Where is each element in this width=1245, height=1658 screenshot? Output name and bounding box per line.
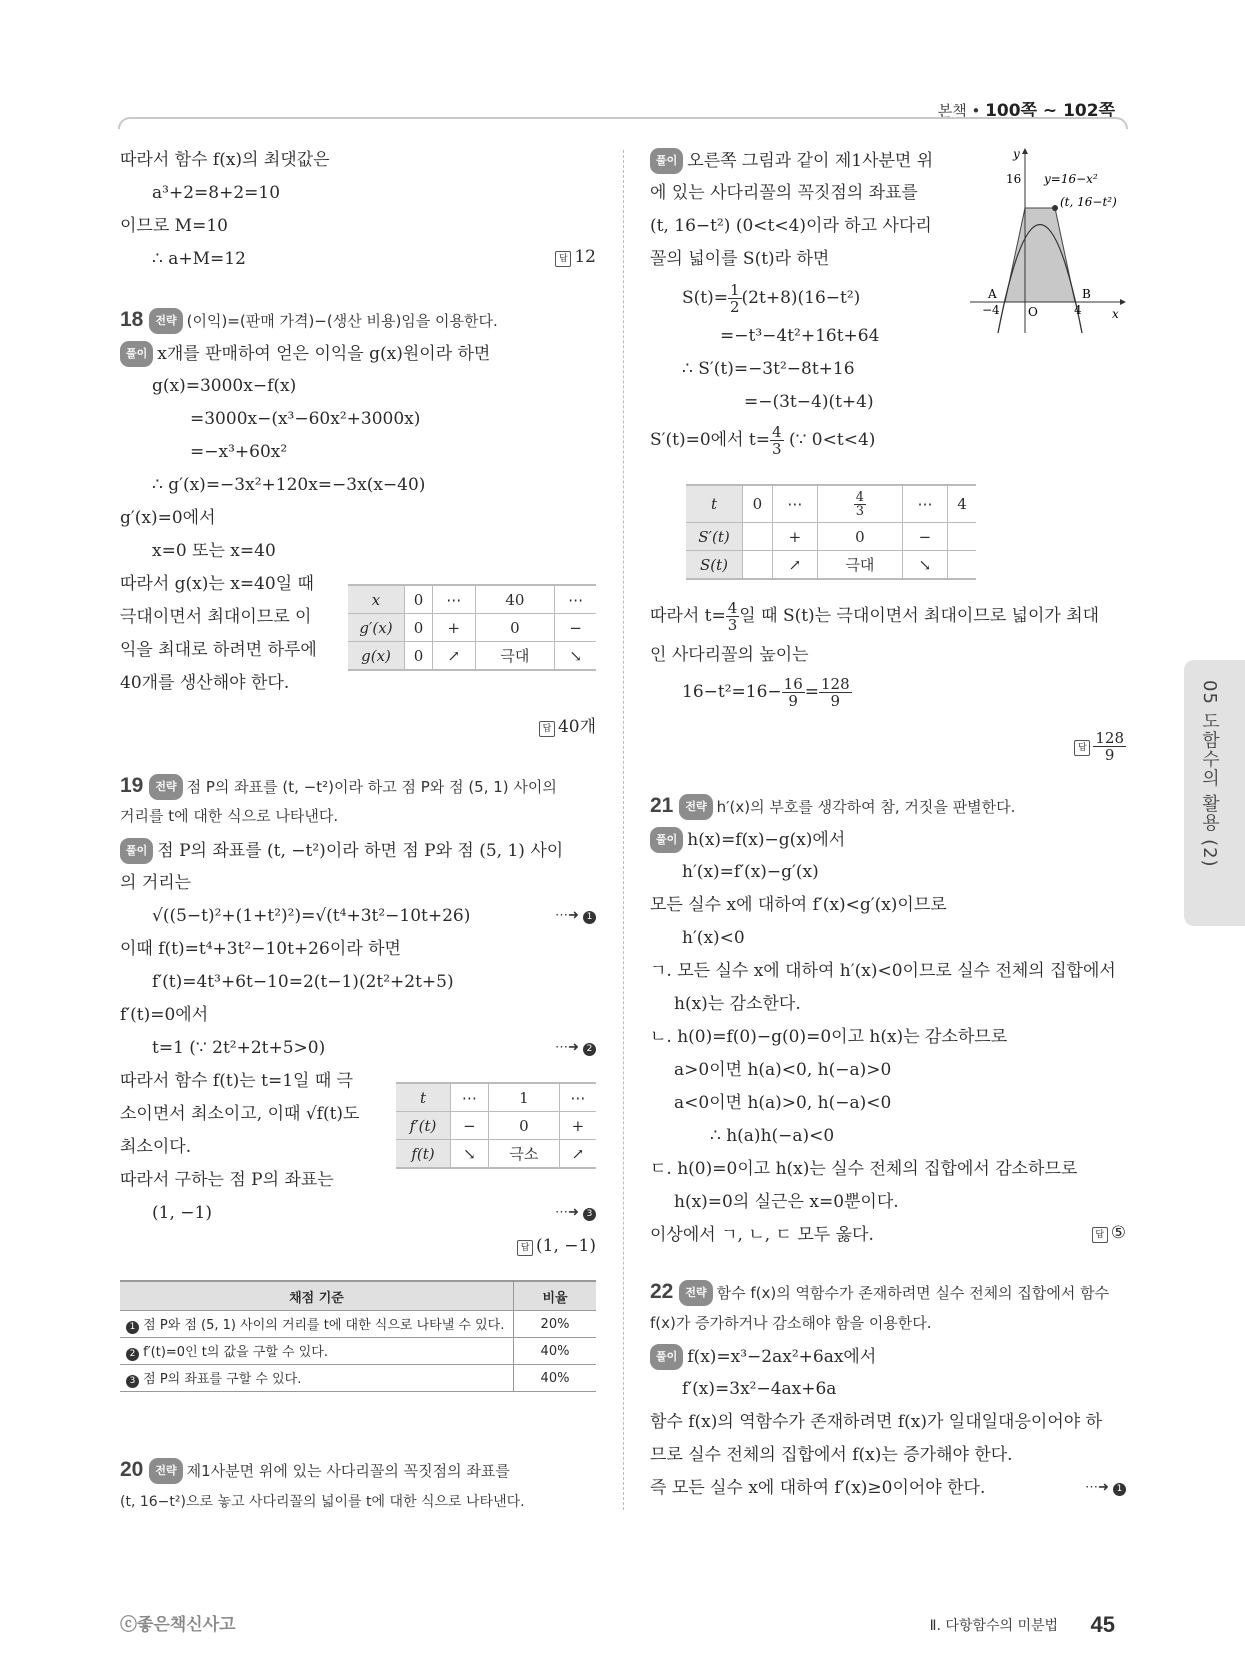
table-row: x 0 ⋯ 40 ⋯ <box>348 585 596 614</box>
p19-line-2: 의 거리는 <box>120 873 192 893</box>
table-row: g′(x) 0 + 0 − <box>348 614 596 642</box>
answer-box-icon: 답 <box>539 721 555 737</box>
p18-strategy: (이익)=(판매 가격)−(생산 비용)임을 이용한다. <box>186 312 498 330</box>
answer-box-icon: 답 <box>555 251 571 267</box>
p20-strategy-2: (t, 16−t²)으로 놓고 사다리꼴의 넓이를 t에 대한 식으로 나타낸다. <box>120 1494 525 1510</box>
step-mark-2: ⋯➜ 2 <box>555 1040 596 1056</box>
footer-chapter: Ⅱ. 다항함수의 미분법 <box>929 1618 1059 1634</box>
p21-line-3: 모든 실수 x에 대하여 f′(x)<g′(x)이므로 <box>650 895 947 915</box>
p18-answer: 답 40개 <box>539 712 596 737</box>
p21-line-2: h′(x)=f′(x)−g′(x) <box>682 862 819 882</box>
point-t-marker <box>1052 205 1058 211</box>
fraction-four-thirds: $\frac{4}{3}$ <box>727 599 738 634</box>
p22-number: 22 <box>650 1280 674 1303</box>
x-axis-arrow-icon <box>1120 299 1126 305</box>
p22-strategy-1: 함수 f(x)의 역함수가 존재하려면 실수 전체의 집합에서 함수 <box>716 1284 1110 1302</box>
p18-line-7: x=0 또는 x=40 <box>152 541 276 561</box>
p20-critical-point: S′(t)=0에서 t= $\frac{4}{3}$ (∵ 0<t<4) <box>650 423 876 458</box>
header-pages: 100쪽 ~ 102쪽 <box>985 101 1115 121</box>
table-row: t 0 ⋯ $\frac{4}{3}$ ⋯ 4 <box>686 485 976 523</box>
p20-answer: 답 $\frac{128}{9}$ <box>1074 730 1126 763</box>
p18-line-4: =−x³+60x² <box>190 442 288 462</box>
p21-line-4: h′(x)<0 <box>682 928 745 948</box>
publisher-logo: ⓒ좋은책신사고 <box>120 1615 236 1635</box>
p21-number: 21 <box>650 794 674 817</box>
parabola-graph <box>970 148 1126 338</box>
solution-tag: 풀이 <box>120 341 153 367</box>
strategy-tag: 전략 <box>149 774 182 800</box>
p20-number: 20 <box>120 1458 144 1481</box>
step-mark-1: ⋯➜ 1 <box>1085 1480 1126 1496</box>
p20-variation-table <box>686 484 976 580</box>
graph-y-label: y <box>1013 148 1020 161</box>
strategy-tag: 전략 <box>149 308 182 334</box>
p21-line-7: ㄴ. h(0)=f(0)−g(0)=0이고 h(x)는 감소하므로 <box>650 1027 1008 1047</box>
y-axis-arrow-icon <box>1022 148 1028 154</box>
p20-line-4: 꼴의 넓이를 S(t)라 하면 <box>650 249 830 269</box>
fraction-half: $\frac{1}{2}$ <box>730 281 740 316</box>
graph-A-label: A <box>988 287 997 301</box>
step-1-icon: 1 <box>1113 1483 1126 1496</box>
column-divider <box>623 150 624 1510</box>
p18-number: 18 <box>120 308 144 331</box>
solution-tag: 풀이 <box>650 148 683 174</box>
step-3-icon: 3 <box>583 1208 596 1221</box>
p18-line-6: g′(x)=0에서 <box>120 508 216 528</box>
p21-line-5: ㄱ. 모든 실수 x에 대하여 h′(x)<0이므로 실수 전체의 집합에서 <box>650 961 1116 981</box>
strategy-tag: 전략 <box>679 794 712 820</box>
table-row: f′(t) − 0 + <box>396 1112 596 1140</box>
p19-line-6: f′(t)=0에서 <box>120 1005 209 1025</box>
p22-line-4: 므로 실수 전체의 집합에서 f(x)는 증가해야 한다. <box>650 1445 1013 1465</box>
p20-conclusion-2: 인 사다리꼴의 높이는 <box>650 645 809 665</box>
solution-tag: 풀이 <box>650 827 683 853</box>
step-mark-3: ⋯➜ 3 <box>555 1205 596 1221</box>
p17-answer: 답 12 <box>555 247 596 267</box>
p18-line-3: =3000x−(x³−60x²+3000x) <box>190 409 421 429</box>
strategy-tag: 전략 <box>679 1280 712 1306</box>
p18-line-8: 따라서 g(x)는 x=40일 때 <box>120 574 314 594</box>
header-section: 본책 <box>937 102 967 120</box>
p19-line-4: 이때 f(t)=t⁴+3t²−10t+26이라 하면 <box>120 939 401 959</box>
header-dot: • <box>971 102 986 120</box>
table-row: S′(t) + 0 − <box>686 523 976 551</box>
p18-solution-line-1: 풀이 x개를 판매하여 얻은 이익을 g(x)원이라 하면 <box>120 341 490 367</box>
criterion-1-icon: 1 <box>126 1321 139 1334</box>
p19-solution-line-1: 풀이 점 P의 좌표를 (t, −t²)이라 하면 점 P와 점 (5, 1) 사이 <box>120 838 563 864</box>
p21-answer: 답 ⑤ <box>1092 1223 1126 1243</box>
p22-line-3: 함수 f(x)의 역함수가 존재하려면 f(x)가 일대일대응이어야 하 <box>650 1412 1102 1432</box>
p21-solution-line-1: 풀이 h(x)=f(x)−g(x)에서 <box>650 827 845 853</box>
p19-answer: 답 (1, −1) <box>517 1236 596 1256</box>
p18-line-10: 익을 최대로 하려면 하루에 <box>120 640 317 660</box>
graph-curve-label: y=16−x² <box>1044 172 1098 186</box>
p21-line-12: h(x)=0의 실근은 x=0뿐이다. <box>674 1192 899 1212</box>
graph-neg4-label: −4 <box>982 303 1000 317</box>
p17-line-1: 따라서 함수 f(x)의 최댓값은 <box>120 150 330 170</box>
p20-area-formula-1: S(t)= $\frac{1}{2}$ (2t+8)(16−t²) <box>682 281 861 316</box>
p19-line-11: 따라서 구하는 점 P의 좌표는 <box>120 1170 334 1190</box>
p19-line-12: (1, −1) <box>152 1203 212 1223</box>
table-row: 3 점 P의 좌표를 구할 수 있다. 40% <box>120 1365 596 1392</box>
step-1-icon: 1 <box>583 911 596 924</box>
p19-strategy-1: 점 P의 좌표를 (t, −t²)이라 하고 점 P와 점 (5, 1) 사이의 <box>186 778 557 796</box>
fraction-128-9: $\frac{128}{9}$ <box>821 675 850 710</box>
chapter-side-label: 05 도함수의 활용 (2) <box>1199 680 1220 868</box>
trapezoid-shaded-region <box>1005 208 1075 302</box>
p21-line-9: a<0이면 h(a)>0, h(−a)<0 <box>674 1093 892 1113</box>
solution-tag: 풀이 <box>120 838 153 864</box>
p19-line-5: f′(t)=4t³+6t−10=2(t−1)(2t²+2t+5) <box>152 972 454 992</box>
p22-line-2: f′(x)=3x²−4ax+6a <box>682 1379 837 1399</box>
criterion-3-icon: 3 <box>126 1375 139 1388</box>
p17-line-4: ∴ a+M=12 <box>152 249 246 269</box>
strategy-tag: 전략 <box>149 1458 182 1484</box>
p20-derivative-1: ∴ S′(t)=−3t²−8t+16 <box>682 359 855 379</box>
p20-strategy-1: 제1사분면 위에 있는 사다리꼴의 꼭짓점의 좌표를 <box>186 1462 510 1480</box>
fraction-four-thirds: $\frac{4}{3}$ <box>855 489 865 519</box>
step-2-icon: 2 <box>583 1043 596 1056</box>
p20-solution-line-1: 풀이 오른쪽 그림과 같이 제1사분면 위 <box>650 148 933 174</box>
table-row: g(x) 0 ↗ 극대 ↘ <box>348 642 596 671</box>
p17-line-3: 이므로 M=10 <box>120 216 228 236</box>
step-mark-1: ⋯➜ 1 <box>555 908 596 924</box>
p19-number: 19 <box>120 774 144 797</box>
criterion-2-icon: 2 <box>126 1348 139 1361</box>
p20-heading <box>120 1458 510 1484</box>
table-row: 2 f′(t)=0인 t의 값을 구할 수 있다. 40% <box>120 1338 596 1365</box>
p19-line-7: t=1 (∵ 2t²+2t+5>0) <box>152 1038 326 1058</box>
p17-line-2: a³+2=8+2=10 <box>152 183 281 203</box>
table-row: t ⋯ 1 ⋯ <box>396 1083 596 1112</box>
graph-origin-label: O <box>1028 305 1038 319</box>
solution-tag: 풀이 <box>650 1344 683 1370</box>
fraction-four-thirds: $\frac{4}{3}$ <box>772 423 782 458</box>
p20-height-formula: 16−t²=16− $\frac{16}{9}$ = $\frac{128}{9}$ <box>682 675 850 710</box>
p21-line-11: ㄷ. h(0)=0이고 h(x)는 실수 전체의 집합에서 감소하므로 <box>650 1159 1078 1179</box>
p20-conclusion-1: 따라서 t= $\frac{4}{3}$ 일 때 S(t)는 극대이면서 최대이므로 넓이가 최대 <box>650 599 1100 634</box>
header-rule <box>118 117 1128 129</box>
p19-grading-table <box>120 1280 596 1392</box>
p18-line-11: 40개를 생산해야 한다. <box>120 673 290 693</box>
graph-y16-label: 16 <box>1006 172 1022 186</box>
p18-heading <box>120 308 498 334</box>
page-footer <box>930 1612 1115 1638</box>
p19-strategy-2: 거리를 t에 대한 식으로 나타낸다. <box>120 807 339 825</box>
p22-solution-line-1: 풀이 f(x)=x³−2ax²+6ax에서 <box>650 1344 876 1370</box>
p21-line-6: h(x)는 감소한다. <box>674 994 801 1014</box>
graph-point-label: (t, 16−t²) <box>1060 195 1117 209</box>
table-row: f(t) ↘ 극소 ↗ <box>396 1140 596 1169</box>
answer-box-icon: 답 <box>517 1240 533 1256</box>
p20-line-2: 에 있는 사다리꼴의 꼭짓점의 좌표를 <box>650 183 918 203</box>
p22-strategy-2: f(x)가 증가하거나 감소해야 함을 이용한다. <box>650 1314 932 1332</box>
p21-strategy: h′(x)의 부호를 생각하여 참, 거짓을 판별한다. <box>716 798 1016 816</box>
fraction-16-9: $\frac{16}{9}$ <box>783 675 803 710</box>
p19-line-10: 최소이다. <box>120 1137 192 1157</box>
table-row: S(t) ↗ 극대 ↘ <box>686 551 976 580</box>
graph-x-label: x <box>1112 307 1119 321</box>
p19-line-9: 소이면서 최소이고, 이때 √f(t)도 <box>120 1104 360 1124</box>
p21-line-10: ∴ h(a)h(−a)<0 <box>710 1126 835 1146</box>
p19-heading <box>120 774 557 800</box>
p22-line-5: 즉 모든 실수 x에 대하여 f′(x)≥0이어야 한다. <box>650 1478 986 1498</box>
p21-line-13: 이상에서 ㄱ, ㄴ, ㄷ 모두 옳다. <box>650 1225 874 1245</box>
p18-line-5: ∴ g′(x)=−3x²+120x=−3x(x−40) <box>152 475 426 495</box>
p18-line-2: g(x)=3000x−f(x) <box>152 376 297 396</box>
p20-derivative-2: =−(3t−4)(t+4) <box>744 392 874 412</box>
graph-pos4-label: 4 <box>1074 303 1082 317</box>
p19-variation-table <box>396 1082 596 1169</box>
answer-box-icon: 답 <box>1074 740 1090 756</box>
table-row: 1 점 P와 점 (5, 1) 사이의 거리를 t에 대한 식으로 나타낼 수 있다. 20% <box>120 1311 596 1338</box>
p18-line-9: 극대이면서 최대이므로 이 <box>120 607 312 627</box>
p19-line-3: √((5−t)²+(1+t²)²)=√(t⁴+3t²−10t+26) <box>152 906 471 926</box>
p20-area-formula-2: =−t³−4t²+16t+64 <box>720 326 880 346</box>
graph-B-label: B <box>1082 287 1091 301</box>
answer-box-icon: 답 <box>1092 1227 1108 1243</box>
table-header-row: 채점 기준 비율 <box>120 1281 596 1311</box>
p18-variation-table <box>348 584 596 671</box>
p20-line-3: (t, 16−t²) (0<t<4)이라 하고 사다리 <box>650 216 932 236</box>
p22-heading <box>650 1280 1109 1306</box>
page-number: 45 <box>1090 1612 1115 1637</box>
p19-line-8: 따라서 함수 f(t)는 t=1일 때 극 <box>120 1071 354 1091</box>
p21-heading <box>650 794 1015 820</box>
p21-line-8: a>0이면 h(a)<0, h(−a)>0 <box>674 1060 892 1080</box>
